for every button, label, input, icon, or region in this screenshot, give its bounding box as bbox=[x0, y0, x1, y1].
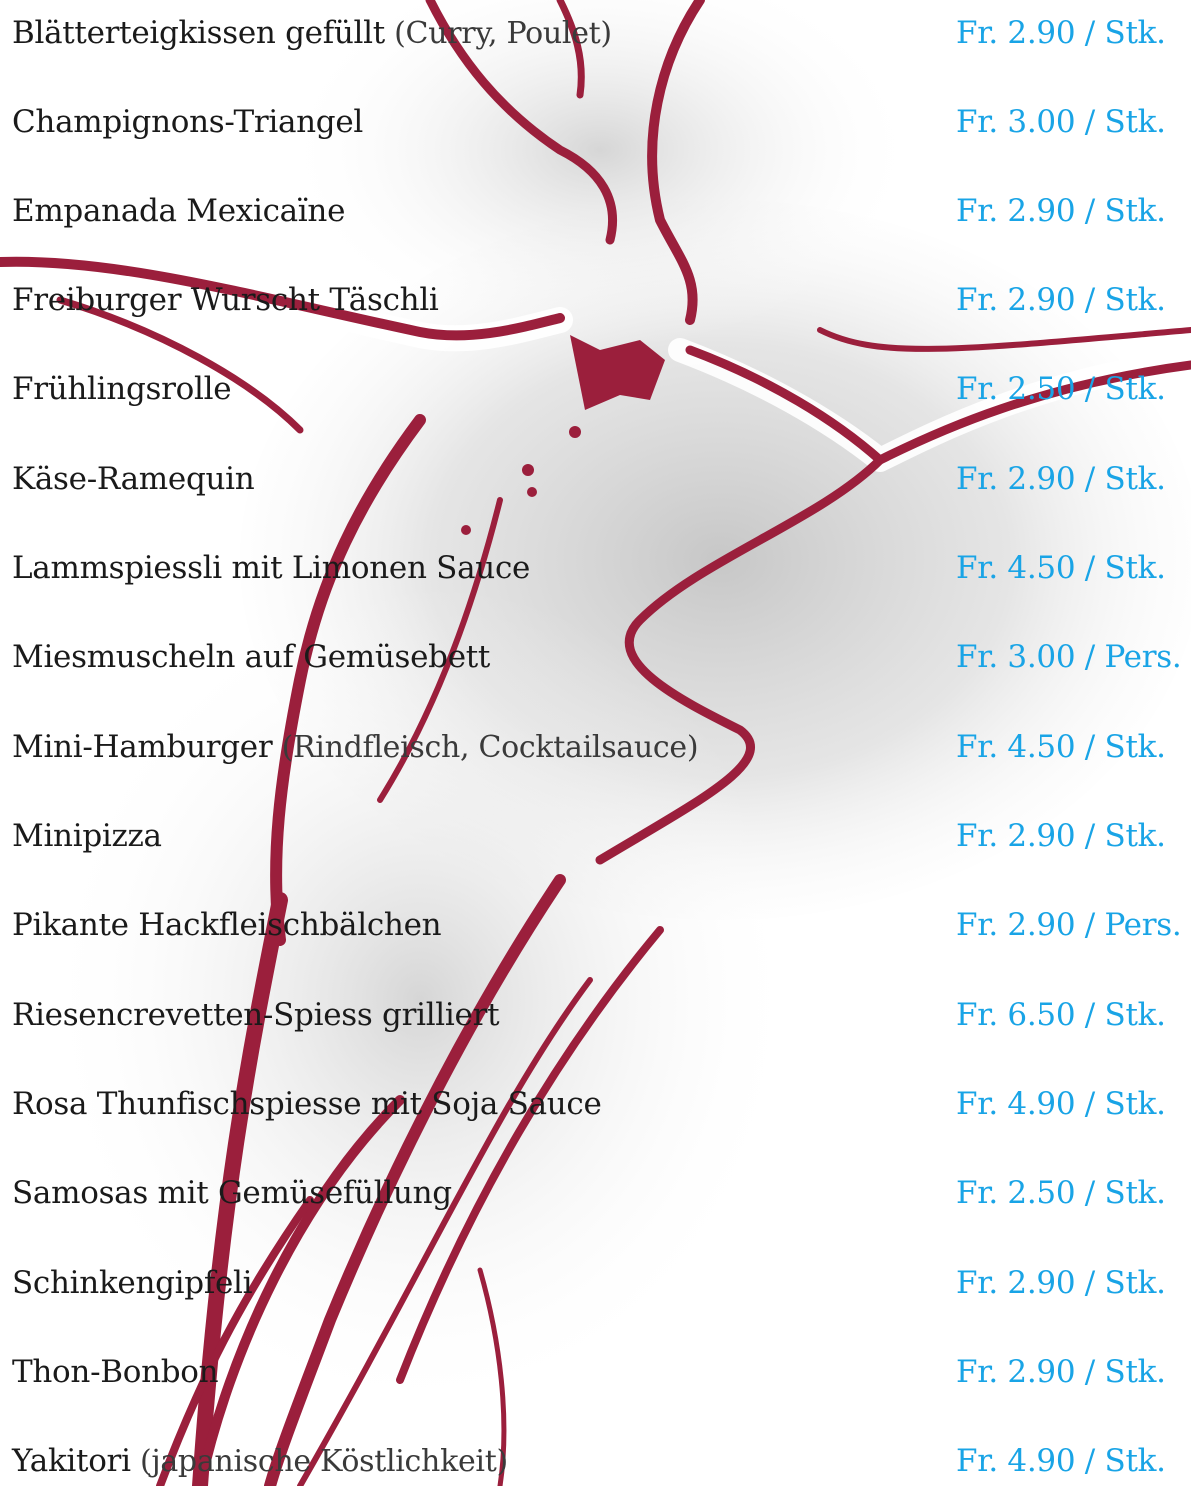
item-name: Samosas mit Gemüsefüllung bbox=[12, 1175, 452, 1211]
menu-row bbox=[0, 1431, 1191, 1491]
menu-row bbox=[0, 270, 1191, 330]
item-price: Fr. 2.90 / Stk. bbox=[956, 818, 1166, 854]
item-price: Fr. 3.00 / Stk. bbox=[956, 104, 1166, 140]
item-price: Fr. 2.90 / Pers. bbox=[956, 907, 1182, 943]
menu-row bbox=[0, 985, 1191, 1045]
item-price: Fr. 4.50 / Stk. bbox=[956, 729, 1166, 765]
menu-row bbox=[0, 1342, 1191, 1402]
item-name: Minipizza bbox=[12, 818, 162, 854]
menu-row bbox=[0, 806, 1191, 866]
item-name: Blätterteigkissen gefüllt (Curry, Poulet) bbox=[12, 15, 612, 51]
menu-row bbox=[0, 895, 1191, 955]
menu-row bbox=[0, 1074, 1191, 1134]
item-price: Fr. 4.50 / Stk. bbox=[956, 550, 1166, 586]
item-price: Fr. 2.90 / Stk. bbox=[956, 15, 1166, 51]
item-note: (japanische Köstlichkeit) bbox=[130, 1444, 508, 1479]
item-name: Käse-Ramequin bbox=[12, 461, 255, 497]
item-name: Riesencrevetten-Spiess grilliert bbox=[12, 997, 500, 1033]
item-name: Yakitori (japanische Köstlichkeit) bbox=[12, 1443, 508, 1479]
item-note: (Curry, Poulet) bbox=[384, 16, 612, 51]
item-note: (Rindfleisch, Cocktailsauce) bbox=[272, 730, 699, 765]
item-price: Fr. 2.50 / Stk. bbox=[956, 1175, 1166, 1211]
item-price: Fr. 2.90 / Stk. bbox=[956, 1354, 1166, 1390]
item-price: Fr. 4.90 / Stk. bbox=[956, 1443, 1166, 1479]
menu-row bbox=[0, 538, 1191, 598]
item-name: Freiburger Wurscht Täschli bbox=[12, 282, 439, 318]
menu-row bbox=[0, 1253, 1191, 1313]
menu-row bbox=[0, 717, 1191, 777]
menu-row bbox=[0, 449, 1191, 509]
item-price: Fr. 2.90 / Stk. bbox=[956, 1265, 1166, 1301]
item-price: Fr. 6.50 / Stk. bbox=[956, 997, 1166, 1033]
item-name: Lammspiessli mit Limonen Sauce bbox=[12, 550, 531, 586]
item-price: Fr. 4.90 / Stk. bbox=[956, 1086, 1166, 1122]
item-name: Rosa Thunfischspiesse mit Soja Sauce bbox=[12, 1086, 602, 1122]
menu-row bbox=[0, 1163, 1191, 1223]
menu-row bbox=[0, 3, 1191, 63]
menu-row bbox=[0, 627, 1191, 687]
item-price: Fr. 2.90 / Stk. bbox=[956, 282, 1166, 318]
item-price: Fr. 2.90 / Stk. bbox=[956, 461, 1166, 497]
item-name: Pikante Hackfleischbälchen bbox=[12, 907, 442, 943]
item-price: Fr. 3.00 / Pers. bbox=[956, 639, 1182, 675]
item-price: Fr. 2.50 / Stk. bbox=[956, 371, 1166, 407]
item-name: Frühlingsrolle bbox=[12, 371, 232, 407]
item-name: Miesmuscheln auf Gemüsebett bbox=[12, 639, 491, 675]
item-name: Champignons-Triangel bbox=[12, 104, 363, 140]
menu-row bbox=[0, 181, 1191, 241]
item-name: Thon-Bonbon bbox=[12, 1354, 219, 1390]
item-price: Fr. 2.90 / Stk. bbox=[956, 193, 1166, 229]
menu-row bbox=[0, 92, 1191, 152]
item-name: Empanada Mexicaïne bbox=[12, 193, 346, 229]
item-name: Schinkengipfeli bbox=[12, 1265, 253, 1301]
menu-row bbox=[0, 359, 1191, 419]
item-name: Mini-Hamburger (Rindfleisch, Cocktailsauce) bbox=[12, 729, 699, 765]
